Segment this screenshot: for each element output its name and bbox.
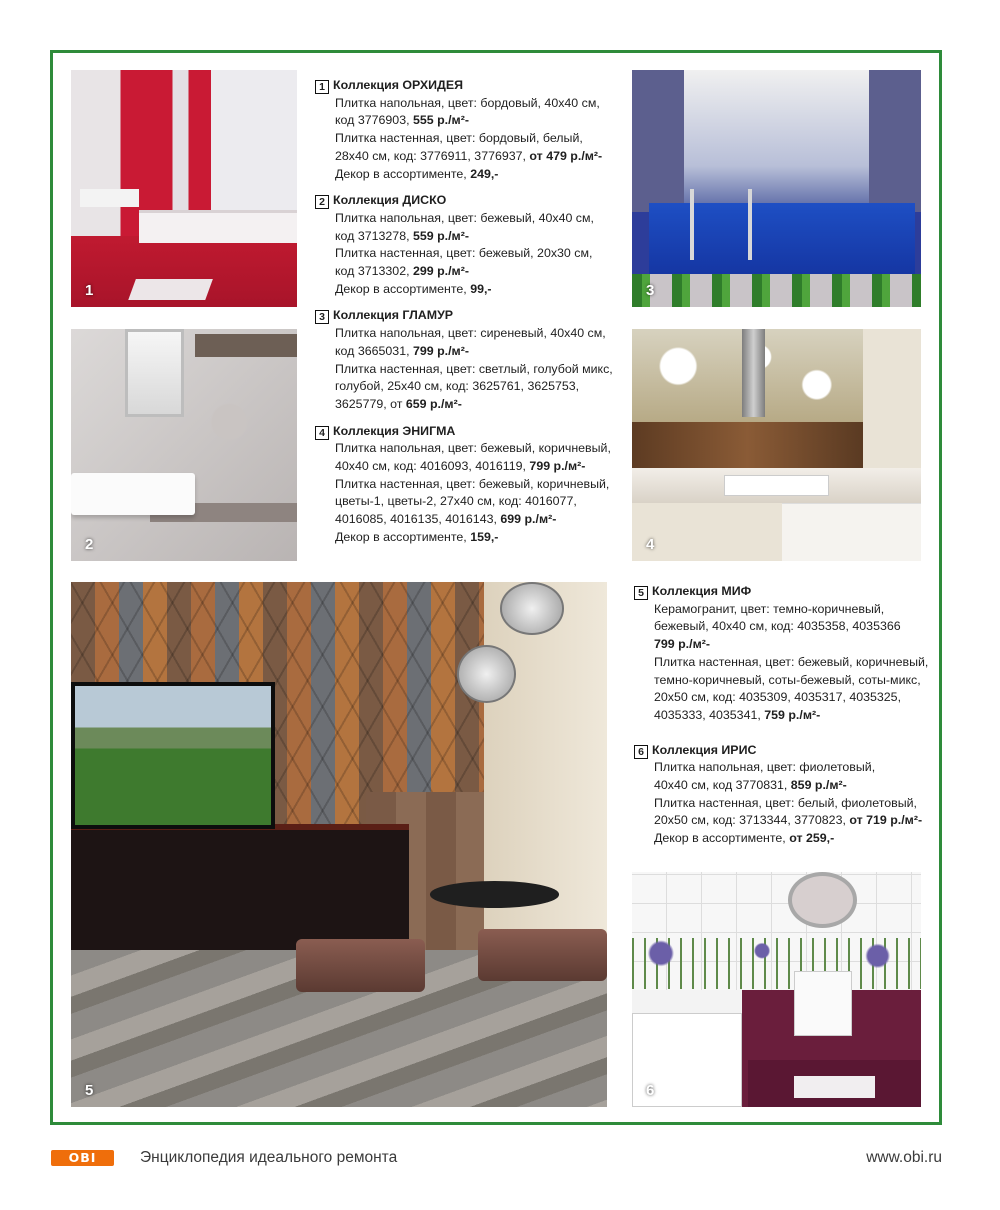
item-line: Плитка настенная, цвет: бордовый, белый, xyxy=(335,131,583,146)
photo-iris-bathroom xyxy=(632,872,921,1107)
item-line: код 3713302, xyxy=(335,264,413,279)
item-title: Коллекция МИФ xyxy=(652,584,752,598)
collection-item-disco xyxy=(315,192,620,298)
price: от 259,- xyxy=(789,831,835,846)
item-line: Плитка напольная, цвет: фиолетовый, xyxy=(654,760,876,775)
item-title: Коллекция ОРХИДЕЯ xyxy=(333,78,463,92)
item-number: 5 xyxy=(634,586,648,600)
photo-number: 3 xyxy=(646,282,655,299)
obi-logo: OBI xyxy=(51,1150,114,1166)
price: 799 р./м²- xyxy=(412,343,469,358)
item-line: Декор в ассортименте, xyxy=(335,281,471,296)
item-line: Плитка напольная, цвет: сиреневый, 40x40 см, xyxy=(335,326,606,341)
item-number: 2 xyxy=(315,195,329,209)
item-title: Коллекция ГЛАМУР xyxy=(333,308,454,323)
photo-number: 1 xyxy=(85,282,94,299)
item-line: 40x40 см, код 3770831, xyxy=(654,778,791,793)
photo-number: 2 xyxy=(85,536,94,553)
item-line: 4035333, 4035341, xyxy=(654,707,765,722)
price: 555 р./м²- xyxy=(412,113,469,128)
item-line: голубой, 25x40 см, код: 3625761, 3625753, xyxy=(335,379,580,394)
price: 249,- xyxy=(470,166,499,181)
price: от 719 р./м²- xyxy=(849,813,923,828)
item-number: 4 xyxy=(315,426,329,440)
photo-pool xyxy=(632,70,921,307)
item-title: Коллекция ИРИС xyxy=(652,742,757,757)
item-line: 20x50 см, код: 4035309, 4035317, 4035325, xyxy=(654,690,902,705)
photo-number: 4 xyxy=(646,536,655,553)
price: 159,- xyxy=(470,529,499,544)
price: 859 р./м²- xyxy=(790,778,847,793)
item-line: Плитка напольная, цвет: бежевый, коричневый, xyxy=(335,441,611,456)
price: 99,- xyxy=(470,281,492,296)
photo-living-room xyxy=(71,582,607,1107)
price: 559 р./м²- xyxy=(412,228,469,243)
item-line: Плитка напольная, цвет: бежевый, 40x40 см, xyxy=(335,210,594,225)
item-line: цветы-1, цветы-2, 27x40 см, код: 4016077, xyxy=(335,494,577,509)
price: 759 р./м²- xyxy=(764,707,821,722)
item-line: код 3713278, xyxy=(335,228,413,243)
photo-orchid-bathroom xyxy=(71,70,297,307)
footer-tagline: Энциклопедия идеального ремонта xyxy=(140,1149,398,1166)
price: 299 р./м²- xyxy=(412,264,469,279)
item-line: 20x50 см, код: 3713344, 3770823, xyxy=(654,813,850,828)
item-title: Коллекция ДИСКО xyxy=(333,193,447,208)
collection-item-myth xyxy=(634,583,934,725)
collection-item-iris xyxy=(634,742,934,848)
item-line: Плитка настенная, цвет: белый, фиолетовый, xyxy=(654,795,917,810)
photo-disco-bathroom xyxy=(71,329,297,561)
item-number: 1 xyxy=(315,80,329,94)
item-line: 4016085, 4016135, 4016143, xyxy=(335,512,501,527)
item-line: Плитка настенная, цвет: бежевый, коричневый, xyxy=(654,654,929,669)
item-line: темно-коричневый, соты-бежевый, соты-микс, xyxy=(654,672,921,687)
item-line: Керамогранит, цвет: темно-коричневый, xyxy=(654,601,885,616)
collection-item-glamour xyxy=(315,307,620,413)
item-line: Плитка напольная, цвет: бордовый, 40x40 см, xyxy=(335,95,600,110)
collection-item-enigma xyxy=(315,423,620,547)
photo-enigma-bathroom xyxy=(632,329,921,561)
item-number: 3 xyxy=(315,310,329,324)
price: от 479 р./м²- xyxy=(529,148,603,163)
price: 799 р./м²- xyxy=(654,637,710,652)
item-line: Плитка настенная, цвет: бежевый, 20x30 см, xyxy=(335,246,593,261)
photo-number: 6 xyxy=(646,1082,655,1099)
collection-item-orchid xyxy=(315,77,620,183)
item-line: бежевый, 40x40 см, код: 4035358, 4035366 xyxy=(654,619,901,634)
price: 699 р./м²- xyxy=(500,512,557,527)
item-line: Плитка настенная, цвет: светлый, голубой микс, xyxy=(335,361,613,376)
footer-url-link[interactable]: www.obi.ru xyxy=(866,1149,942,1166)
item-line: Плитка настенная, цвет: бежевый, коричневый, xyxy=(335,476,610,491)
collections-list-top xyxy=(315,77,620,556)
item-line: 40x40 см, код: 4016093, 4016119, xyxy=(335,459,530,474)
item-line: код 3665031, xyxy=(335,343,413,358)
item-line: Декор в ассортименте, xyxy=(335,166,471,181)
item-line: Декор в ассортименте, xyxy=(654,831,790,846)
item-line: код 3776903, xyxy=(335,113,413,128)
item-line: 3625779, от xyxy=(335,396,406,411)
price: 659 р./м²- xyxy=(405,396,462,411)
photo-number: 5 xyxy=(85,1082,94,1099)
price: 799 р./м²- xyxy=(529,459,586,474)
item-title: Коллекция ЭНИГМА xyxy=(333,423,456,438)
item-line: Декор в ассортименте, xyxy=(335,529,471,544)
item-number: 6 xyxy=(634,745,648,759)
collections-list-bottom xyxy=(634,583,934,857)
item-line: 28x40 см, код: 3776911, 3776937, xyxy=(335,148,530,163)
